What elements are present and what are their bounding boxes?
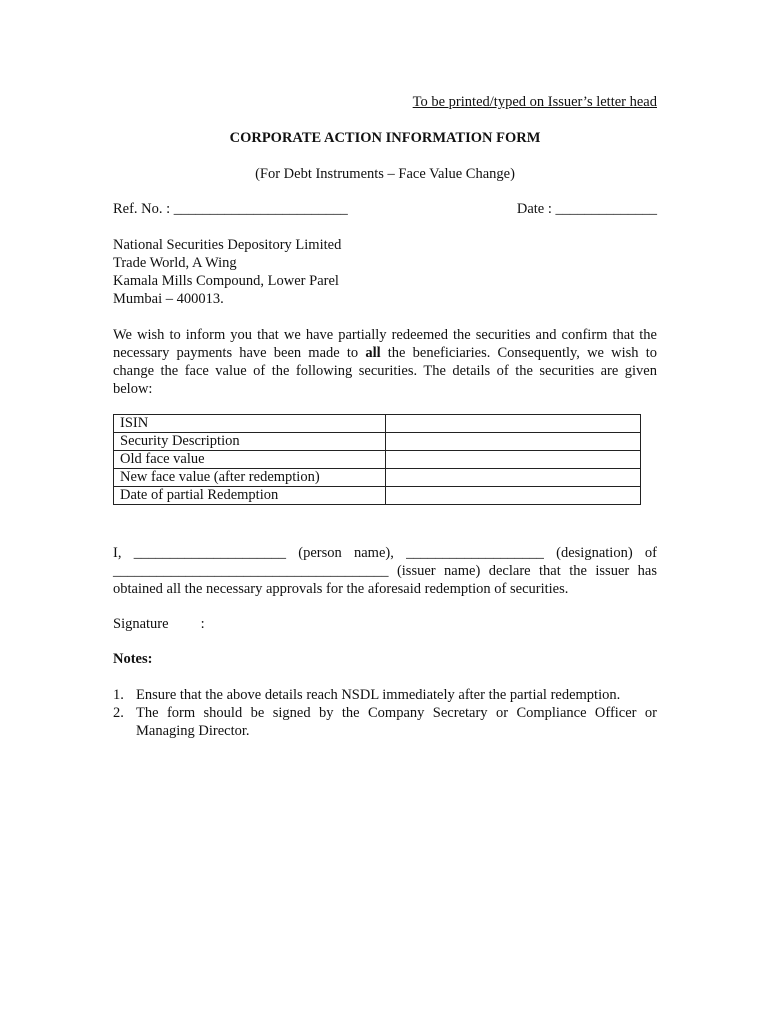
row-value-isin [386, 415, 641, 433]
note-text: The form should be signed by the Company Secretary or Compliance Officer or Managing Director. [136, 705, 657, 739]
address-line-3: Kamala Mills Compound, Lower Parel [113, 273, 339, 289]
address-line-4: Mumbai – 400013. [113, 291, 224, 307]
table-row [114, 433, 641, 451]
row-label-old-face-value: Old face value [114, 451, 386, 469]
intro-bold-all: all [365, 345, 381, 361]
table-row [114, 415, 641, 433]
row-label-security-description: Security Description [114, 433, 386, 451]
form-title: CORPORATE ACTION INFORMATION FORM [229, 130, 541, 146]
intro-paragraph [113, 326, 657, 398]
row-value-old-face-value [386, 451, 641, 469]
intro-text-end: the beneficiaries. Consequently, we wish to change the face value of the following securities. The details of the securities are given below: [113, 345, 657, 397]
row-value-new-face-value [386, 469, 641, 487]
address-line-2: Trade World, A Wing [113, 255, 237, 271]
table-row [114, 451, 641, 469]
row-value-security-description [386, 433, 641, 451]
signature-colon: : [200, 616, 205, 632]
signature-row [113, 616, 205, 633]
form-subtitle: (For Debt Instruments – Face Value Change) [255, 166, 515, 182]
list-item [113, 704, 657, 740]
note-text: Ensure that the above details reach NSDL immediately after the partial redemption. [136, 687, 621, 703]
list-item [113, 686, 657, 704]
row-label-isin: ISIN [114, 415, 386, 433]
securities-details-table [113, 414, 641, 505]
table-row [114, 487, 641, 505]
ref-no-field: Ref. No. : ________________________ [113, 201, 348, 217]
declaration-paragraph: I, _____________________ (person name), ___________________ (designation) of ______________________________________ (issuer name) declare that the issuer has obtained all the necessary approvals for the aforesaid redemption of securities. [113, 545, 657, 597]
ref-date-row [113, 201, 657, 218]
intro-text-start: We wish to inform you that we have partially redeemed the securities and confirm that the necessary payments have been made to [113, 327, 657, 361]
notes-list [113, 686, 657, 740]
row-label-redemption-date: Date of partial Redemption [114, 487, 386, 505]
note-number: 2. [113, 705, 124, 721]
recipient-address [113, 236, 341, 308]
notes-heading: Notes: [113, 651, 153, 667]
letterhead-note: To be printed/typed on Issuer’s letter head [412, 94, 657, 110]
table-row [114, 469, 641, 487]
signature-label: Signature [113, 616, 169, 632]
address-line-1: National Securities Depository Limited [113, 237, 342, 253]
note-number: 1. [113, 687, 124, 703]
row-value-redemption-date [386, 487, 641, 505]
row-label-new-face-value: New face value (after redemption) [114, 469, 386, 487]
date-field: Date : ______________ [516, 201, 657, 217]
